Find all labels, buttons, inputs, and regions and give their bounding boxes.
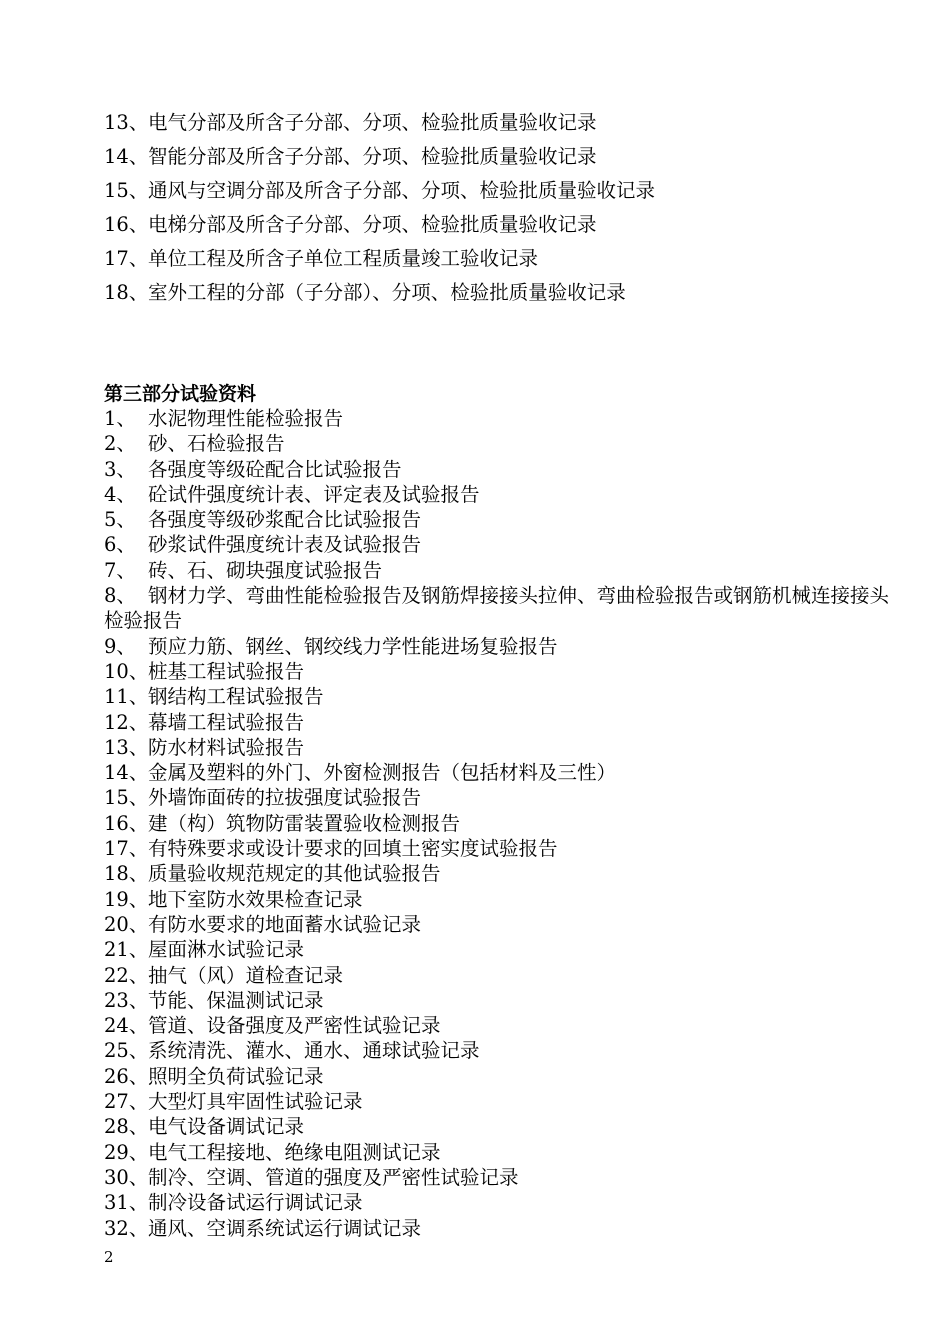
list-item bbox=[104, 937, 894, 962]
list-item-number: 14、 bbox=[104, 145, 149, 168]
list-item-number: 13、 bbox=[104, 735, 149, 759]
list-item bbox=[104, 1089, 894, 1114]
list-item-label: 电梯分部及所含子分部、分项、检验批质量验收记录 bbox=[148, 213, 597, 236]
list-item bbox=[104, 1190, 894, 1215]
list-item-number: 21、 bbox=[104, 938, 149, 962]
top-verification-records-list bbox=[104, 106, 864, 310]
list-item-number: 8、 bbox=[104, 584, 136, 608]
list-item-label: 单位工程及所含子单位工程质量竣工验收记录 bbox=[148, 247, 539, 270]
list-item-number: 18、 bbox=[104, 281, 149, 304]
list-item bbox=[104, 1064, 894, 1089]
list-item-number: 13、 bbox=[104, 111, 149, 134]
list-item-number: 26、 bbox=[104, 1064, 149, 1088]
list-item bbox=[104, 912, 894, 937]
list-item bbox=[104, 583, 894, 634]
list-item bbox=[104, 1114, 894, 1139]
list-item bbox=[104, 659, 894, 684]
list-item-number: 29、 bbox=[104, 1140, 149, 1164]
list-item bbox=[104, 861, 894, 886]
list-item-label: 金属及塑料的外门、外窗检测报告（包括材料及三性） bbox=[148, 761, 617, 785]
list-item bbox=[104, 457, 894, 482]
list-item bbox=[104, 684, 894, 709]
list-item-label: 水泥物理性能检验报告 bbox=[148, 407, 344, 430]
list-item-number: 10、 bbox=[104, 659, 149, 683]
list-item-number: 18、 bbox=[104, 862, 149, 886]
list-item-label: 智能分部及所含子分部、分项、检验批质量验收记录 bbox=[148, 145, 597, 168]
list-item bbox=[104, 208, 864, 242]
list-item-label: 屋面淋水试验记录 bbox=[148, 938, 305, 962]
list-item-label: 砖、石、砌块强度试验报告 bbox=[148, 558, 383, 582]
list-item-number: 4、 bbox=[104, 482, 136, 506]
list-item-number: 6、 bbox=[104, 533, 136, 557]
list-item-label: 各强度等级砂浆配合比试验报告 bbox=[148, 508, 422, 532]
list-item-number: 28、 bbox=[104, 1115, 149, 1139]
list-item-number: 30、 bbox=[104, 1165, 149, 1189]
list-item-number: 16、 bbox=[104, 213, 149, 236]
list-item-label: 预应力筋、钢丝、钢绞线力学性能进场复验报告 bbox=[148, 634, 558, 658]
list-item-label: 幕墙工程试验报告 bbox=[148, 710, 305, 734]
list-item-label: 钢结构工程试验报告 bbox=[148, 685, 324, 709]
list-item bbox=[104, 710, 894, 735]
list-item-label: 大型灯具牢固性试验记录 bbox=[148, 1090, 363, 1114]
list-item bbox=[104, 276, 864, 310]
list-item bbox=[104, 431, 894, 456]
list-item-label: 抽气（风）道检查记录 bbox=[148, 963, 344, 987]
list-item bbox=[104, 242, 864, 276]
list-item-number: 17、 bbox=[104, 247, 149, 270]
list-item bbox=[104, 634, 894, 659]
list-item-label: 系统清洗、灌水、通水、通球试验记录 bbox=[148, 1039, 480, 1063]
list-item-number: 31、 bbox=[104, 1191, 149, 1215]
list-item-number: 22、 bbox=[104, 963, 149, 987]
list-item-label: 质量验收规范规定的其他试验报告 bbox=[148, 862, 441, 886]
list-item-label: 砂、石检验报告 bbox=[148, 432, 285, 456]
list-item-number: 14、 bbox=[104, 761, 149, 785]
list-item-number: 25、 bbox=[104, 1039, 149, 1063]
list-item-label: 室外工程的分部（子分部）、分项、检验批质量验收记录 bbox=[148, 281, 626, 304]
list-item-label: 防水材料试验报告 bbox=[148, 735, 305, 759]
list-item bbox=[104, 507, 894, 532]
list-item-label: 建（构）筑物防雷装置验收检测报告 bbox=[148, 811, 461, 835]
list-item-number: 7、 bbox=[104, 558, 136, 582]
list-item bbox=[104, 887, 894, 912]
list-item bbox=[104, 735, 894, 760]
list-item-number: 9、 bbox=[104, 634, 136, 658]
list-item bbox=[104, 760, 894, 785]
list-item bbox=[104, 1038, 894, 1063]
list-item-label: 砼试件强度统计表、评定表及试验报告 bbox=[148, 482, 480, 506]
list-item-label: 照明全负荷试验记录 bbox=[148, 1064, 324, 1088]
list-item bbox=[104, 1165, 894, 1190]
list-item-number: 15、 bbox=[104, 786, 149, 810]
list-item-label: 砂浆试件强度统计表及试验报告 bbox=[148, 533, 422, 557]
list-item bbox=[104, 988, 894, 1013]
list-item-label: 管道、设备强度及严密性试验记录 bbox=[148, 1014, 441, 1038]
list-item-label: 电气设备调试记录 bbox=[148, 1115, 305, 1139]
list-item-number: 3、 bbox=[104, 457, 136, 481]
list-item-label: 电气工程接地、绝缘电阻测试记录 bbox=[148, 1140, 441, 1164]
page-number: 2 bbox=[104, 1248, 114, 1266]
section-heading-test-data: 第三部分试验资料 bbox=[104, 383, 257, 405]
list-item bbox=[104, 406, 894, 431]
list-item bbox=[104, 1013, 894, 1038]
list-item-number: 20、 bbox=[104, 912, 149, 936]
list-item-number: 1、 bbox=[104, 407, 136, 430]
list-item-label: 制冷、空调、管道的强度及严密性试验记录 bbox=[148, 1165, 519, 1189]
list-item-number: 12、 bbox=[104, 710, 149, 734]
list-item-label: 节能、保温测试记录 bbox=[148, 988, 324, 1012]
list-item-number: 27、 bbox=[104, 1090, 149, 1114]
list-item bbox=[104, 174, 864, 208]
list-item bbox=[104, 836, 894, 861]
list-item bbox=[104, 532, 894, 557]
list-item-number: 17、 bbox=[104, 837, 149, 861]
list-item-label: 电气分部及所含子分部、分项、检验批质量验收记录 bbox=[148, 111, 597, 134]
list-item-label: 通风、空调系统试运行调试记录 bbox=[148, 1216, 422, 1240]
list-item-label: 外墙饰面砖的拉拔强度试验报告 bbox=[148, 786, 422, 810]
list-item bbox=[104, 785, 894, 810]
list-item-label: 有特殊要求或设计要求的回填土密实度试验报告 bbox=[148, 837, 558, 861]
list-item-label: 各强度等级砼配合比试验报告 bbox=[148, 457, 402, 481]
list-item-number: 19、 bbox=[104, 887, 149, 911]
list-item bbox=[104, 140, 864, 174]
list-item-label: 地下室防水效果检查记录 bbox=[148, 887, 363, 911]
list-item-label: 制冷设备试运行调试记录 bbox=[148, 1191, 363, 1215]
list-item-label: 钢材力学、弯曲性能检验报告及钢筋焊接接头拉伸、弯曲检验报告或钢筋机械连接接头检验报告 bbox=[104, 584, 890, 633]
test-data-records-list bbox=[104, 406, 894, 1241]
list-item-number: 16、 bbox=[104, 811, 149, 835]
list-item bbox=[104, 1216, 894, 1241]
list-item-number: 2、 bbox=[104, 432, 136, 456]
list-item-number: 11、 bbox=[104, 685, 149, 709]
list-item-number: 32、 bbox=[104, 1216, 149, 1240]
list-item-number: 15、 bbox=[104, 179, 149, 202]
list-item bbox=[104, 558, 894, 583]
list-item bbox=[104, 106, 864, 140]
list-item bbox=[104, 963, 894, 988]
list-item bbox=[104, 1140, 894, 1165]
list-item bbox=[104, 482, 894, 507]
list-item-label: 桩基工程试验报告 bbox=[148, 659, 305, 683]
list-item-label: 有防水要求的地面蓄水试验记录 bbox=[148, 912, 422, 936]
list-item-label: 通风与空调分部及所含子分部、分项、检验批质量验收记录 bbox=[148, 179, 656, 202]
list-item-number: 23、 bbox=[104, 988, 149, 1012]
list-item bbox=[104, 811, 894, 836]
list-item-number: 5、 bbox=[104, 508, 136, 532]
list-item-number: 24、 bbox=[104, 1014, 149, 1038]
